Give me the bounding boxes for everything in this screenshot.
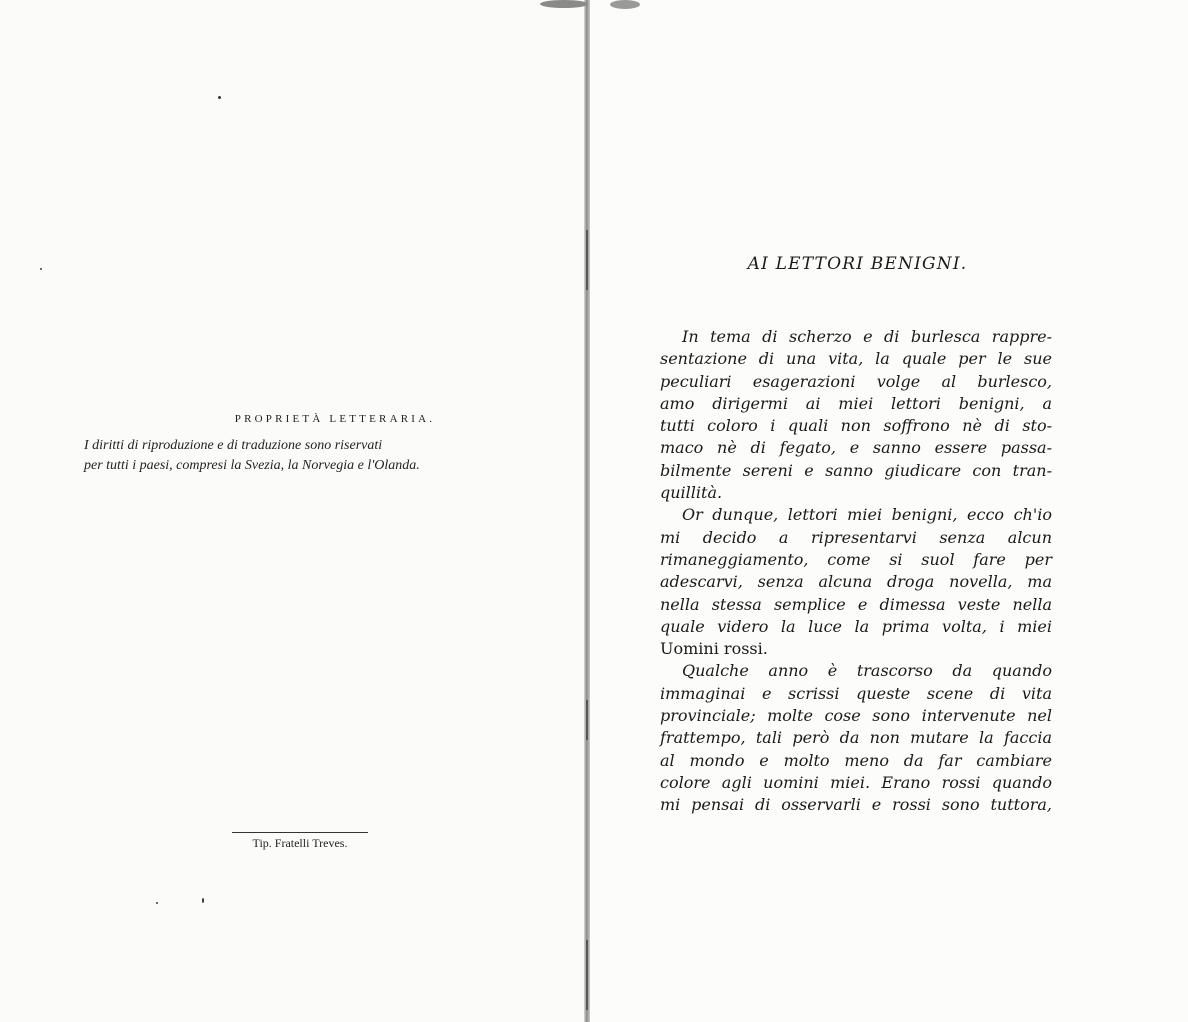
copyright-notice-line: per tutti i paesi, compresi la Svezia, la Norvegia e l'Olanda. [84,458,420,473]
preface-body [660,326,1052,817]
preface-line: adescarvi, senza alcuna droga novella, ma [660,572,1052,592]
preface-line: nella stessa semplice e dimessa veste nella [660,594,1052,614]
preface-line: tutti coloro i quali non soffrono nè di sto- [660,416,1052,436]
preface-line: mi decido a ripresentarvi senza alcun [660,527,1052,547]
ink-speck [156,902,158,904]
preface-line: bilmente sereni e sanno giudicare con tran- [660,460,1052,480]
gutter-shadow [586,230,588,290]
preface-line: provinciale; molte cose sono intervenute nel [660,706,1052,726]
gutter-shadow [586,940,588,1010]
preface-line: colore agli uomini miei. Erano rossi quando [660,772,1052,792]
preface-line: al mondo e molto meno da far cambiare [660,750,1052,770]
preface-line: Qualche anno è trascorso da quando [682,661,1052,681]
preface-line: amo dirigermi ai miei lettori benigni, a [660,393,1052,413]
copyright-notice-line: I diritti di riproduzione e di traduzione sono riservati [84,438,383,453]
preface-line: peculiari esagerazioni volge al burlesco, [660,371,1052,391]
copyright-heading: PROPRIETÀ LETTERARIA. [234,413,436,425]
printer-imprint: Tip. Fratelli Treves. [252,836,348,850]
ink-speck [610,0,640,9]
ink-speck [218,96,221,99]
preface-line: In tema di scherzo e di burlesca rappre- [682,327,1052,346]
preface-line: mi pensai di osservarli e rossi sono tuttora, [660,795,1052,815]
preface-line: frattempo, tali però da non mutare la faccia [660,728,1052,748]
preface-line: maco nè di fegato, e sanno essere passa- [660,438,1052,458]
ink-speck [202,898,204,903]
preface-line: Or dunque, lettori miei benigni, ecco ch'io [682,505,1052,525]
preface-line: quillità. [660,483,723,503]
preface-line: immaginai e scrissi queste scene di vita [660,683,1052,703]
preface-title: AI LETTORI BENIGNI. [747,254,968,274]
preface-line: Uomini rossi. [660,639,768,659]
printer-rule [232,832,368,833]
copyright-notice [84,436,516,476]
gutter-shadow [586,700,588,740]
preface-line: quale videro la luce la prima volta, i miei [660,616,1052,636]
preface-line: sentazione di una vita, la quale per le sue [660,349,1052,369]
ink-speck [40,268,42,270]
preface-line: rimaneggiamento, come si suol fare per [660,549,1052,569]
ink-speck [540,0,588,8]
left-page [0,0,584,1022]
